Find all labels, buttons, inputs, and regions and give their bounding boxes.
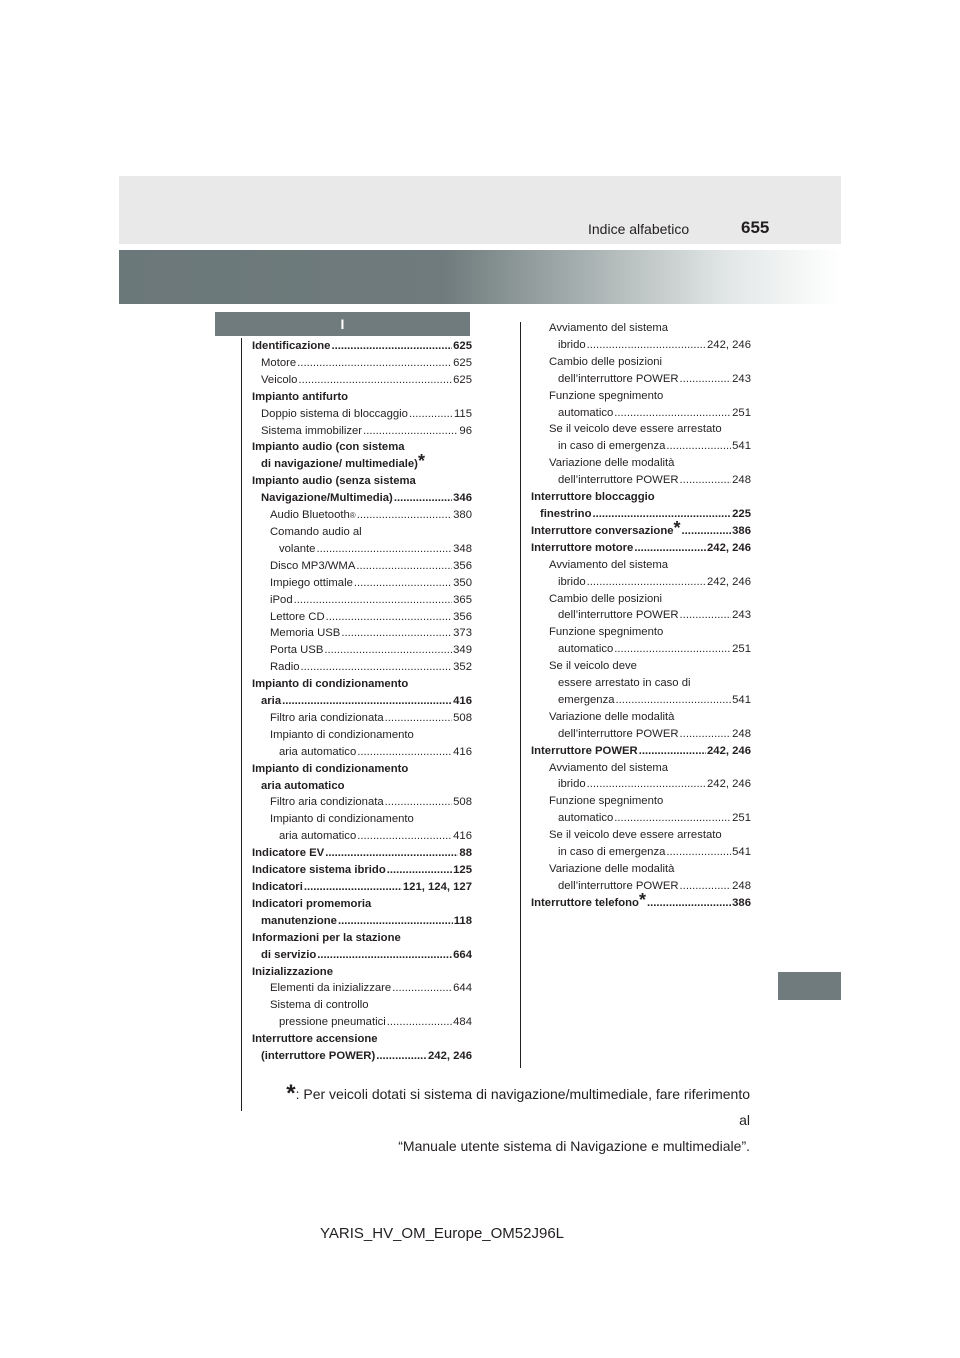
index-entry <box>531 793 751 810</box>
entry-page-ref: 380 <box>453 509 472 522</box>
dot-leader <box>392 980 452 997</box>
index-entry: Audio Bluetooth ® ..... 380 <box>252 507 472 524</box>
entry-term: Interruttore motore <box>531 541 634 554</box>
index-entry <box>531 607 751 624</box>
entry-page-ref: 242, 246 <box>707 541 751 554</box>
index-entry <box>252 862 472 879</box>
index-entry <box>252 338 472 355</box>
entry-term: Interruttore bloccaggio <box>531 491 655 504</box>
index-entry <box>252 406 472 423</box>
entry-page-ref: 248 <box>732 879 751 892</box>
entry-term: automatico <box>558 406 614 419</box>
entry-term: aria <box>261 695 282 708</box>
index-entry <box>531 810 751 827</box>
entry-page-ref: 416 <box>453 830 472 843</box>
dot-leader <box>385 794 452 811</box>
entry-page-ref: 541 <box>732 693 751 706</box>
index-entry <box>252 473 472 490</box>
index-entry <box>252 997 472 1014</box>
entry-page-ref: 242, 246 <box>707 778 751 791</box>
dot-leader <box>614 405 731 422</box>
entry-term: Audio Bluetooth <box>270 509 350 522</box>
entry-page-ref: 386 <box>732 896 751 909</box>
index-entry <box>531 506 751 523</box>
index-entry <box>531 540 751 557</box>
entry-page-ref: 644 <box>453 982 472 995</box>
index-entry: Interruttore conversazione * ..... 386 <box>531 523 751 540</box>
index-entry <box>531 337 751 354</box>
dot-leader <box>680 726 732 743</box>
entry-page-ref: 251 <box>732 812 751 825</box>
entry-page-ref: 365 <box>453 593 472 606</box>
entry-term: Indicatore sistema ibrido <box>252 864 386 877</box>
index-entry <box>531 354 751 371</box>
entry-page-ref: 508 <box>453 711 472 724</box>
index-entry <box>252 947 472 964</box>
dot-leader <box>394 490 452 507</box>
entry-term: aria automatico <box>261 779 345 792</box>
page-number: 655 <box>741 218 770 237</box>
entry-term: in caso di emergenza <box>558 846 666 859</box>
dot-leader <box>682 523 732 540</box>
entry-term: manutenzione <box>261 914 337 927</box>
dot-leader <box>614 641 731 658</box>
index-entry <box>252 676 472 693</box>
dot-leader <box>357 828 452 845</box>
entry-term: Impianto di condizionamento <box>252 762 409 775</box>
dot-leader <box>298 372 452 389</box>
dot-leader <box>294 592 453 609</box>
index-entry <box>252 490 472 507</box>
entry-term: Se il veicolo deve essere arrestato <box>549 423 722 436</box>
dot-leader <box>587 574 706 591</box>
index-entry <box>531 692 751 709</box>
entry-term: Funzione spegnimento <box>549 795 664 808</box>
entry-term: Impianto di condizionamento <box>252 678 409 691</box>
entry-term: ibrido <box>558 575 586 588</box>
entry-page-ref: 373 <box>453 627 472 640</box>
entry-term: Inizializzazione <box>252 965 333 978</box>
entry-page-ref: 349 <box>453 644 472 657</box>
entry-page-ref: 242, 246 <box>707 744 751 757</box>
entry-page-ref: 356 <box>453 559 472 572</box>
index-entry <box>531 388 751 405</box>
dot-leader <box>680 371 732 388</box>
entry-term: dell’interruttore POWER <box>558 372 679 385</box>
entry-page-ref: 251 <box>732 406 751 419</box>
entry-term: emergenza <box>558 693 615 706</box>
index-entry <box>252 913 472 930</box>
index-entry <box>531 472 751 489</box>
index-entry <box>531 709 751 726</box>
index-letter-tab: I <box>215 312 470 336</box>
footnote <box>280 1081 750 1159</box>
entry-term: Variazione delle modalità <box>549 710 675 723</box>
index-entry <box>252 744 472 761</box>
dot-leader <box>325 845 458 862</box>
dot-leader <box>316 541 452 558</box>
index-entry <box>252 964 472 981</box>
index-entry <box>531 371 751 388</box>
index-entry <box>531 743 751 760</box>
entry-page-ref: 356 <box>453 610 472 623</box>
entry-term: dell’interruttore POWER <box>558 727 679 740</box>
entry-term: in caso di emergenza <box>558 440 666 453</box>
dot-leader <box>647 895 731 912</box>
entry-term: aria automatico <box>279 830 357 843</box>
entry-page-ref: 508 <box>453 796 472 809</box>
entry-page-ref: 121, 124, 127 <box>402 881 472 893</box>
entry-term: di navigazione/ multimediale) <box>261 458 418 471</box>
section-title: Indice alfabetico <box>588 221 690 237</box>
entry-page-ref: 243 <box>732 609 751 622</box>
index-entry <box>252 642 472 659</box>
dot-leader <box>385 710 452 727</box>
entry-term: Funzione spegnimento <box>549 389 664 402</box>
index-entry <box>252 592 472 609</box>
entry-page-ref: 386 <box>732 524 751 537</box>
index-entry <box>531 641 751 658</box>
entry-term: Interruttore conversazione <box>531 524 674 537</box>
index-entry <box>531 455 751 472</box>
entry-term: Lettore CD <box>270 610 325 623</box>
index-entry <box>252 659 472 676</box>
index-column-right <box>531 320 751 912</box>
index-entry <box>252 558 472 575</box>
index-entry <box>252 625 472 642</box>
index-entry <box>252 845 472 862</box>
dot-leader <box>680 472 732 489</box>
entry-term: pressione pneumatici <box>279 1016 386 1029</box>
index-entry <box>531 557 751 574</box>
dot-leader <box>409 406 453 423</box>
dot-leader <box>680 607 732 624</box>
entry-term: Elementi da inizializzare <box>270 982 392 995</box>
entry-page-ref: 348 <box>453 542 472 555</box>
entry-page-ref: 118 <box>453 914 472 927</box>
dot-leader <box>357 507 452 524</box>
index-entry <box>252 609 472 626</box>
dot-leader <box>634 540 706 557</box>
entry-term: Sistema di controllo <box>270 999 369 1012</box>
entry-term: Avviamento del sistema <box>549 322 669 334</box>
index-entry <box>531 776 751 793</box>
header-band <box>119 176 841 244</box>
entry-page-ref: 242, 246 <box>707 338 751 351</box>
index-entry <box>252 896 472 913</box>
left-margin-rule <box>241 338 242 1111</box>
entry-term: Identificazione <box>252 340 331 352</box>
index-entry <box>531 489 751 506</box>
dot-leader <box>376 1048 427 1065</box>
entry-term: Radio <box>270 661 300 674</box>
entry-page-ref: 541 <box>732 440 751 453</box>
index-entry <box>252 1031 472 1048</box>
entry-term: Avviamento del sistema <box>549 761 669 774</box>
entry-term: Interruttore POWER <box>531 744 638 757</box>
entry-term: Se il veicolo deve <box>549 660 637 673</box>
entry-term: Motore <box>261 356 297 369</box>
entry-page-ref: 416 <box>453 695 472 708</box>
dot-leader <box>666 844 731 861</box>
entry-term: (interruttore POWER) <box>261 1050 376 1063</box>
entry-term: Funzione spegnimento <box>549 626 664 639</box>
entry-term: Informazioni per la stazione <box>252 931 401 944</box>
entry-page-ref: 88 <box>459 847 472 860</box>
index-entry <box>531 438 751 455</box>
entry-term: Comando audio al <box>270 525 362 538</box>
entry-term: Cambio delle posizioni <box>549 355 663 368</box>
entry-term: finestrino <box>540 507 592 520</box>
index-entry <box>252 879 472 896</box>
entry-page-ref: 664 <box>453 948 472 961</box>
dot-leader <box>387 1014 452 1031</box>
footnote-text-1: : Per veicoli dotati si sistema di navigazione/multimediale, fare riferimento al <box>295 1086 750 1128</box>
index-entry <box>252 828 472 845</box>
document-code: YARIS_HV_OM_Europe_OM52J96L <box>320 1225 565 1242</box>
index-entry <box>252 541 472 558</box>
entry-term: Veicolo <box>261 373 298 386</box>
entry-term: iPod <box>270 593 293 606</box>
index-entry: di navigazione/ multimediale) * <box>261 451 425 472</box>
side-thumb-tab <box>778 972 841 1000</box>
index-entry <box>252 761 472 778</box>
index-entry <box>252 372 472 389</box>
entry-term: Impianto audio (con sistema <box>252 441 405 454</box>
index-entry <box>531 658 751 675</box>
index-entry <box>252 1014 472 1031</box>
dot-leader <box>616 692 732 709</box>
index-entry <box>252 355 472 372</box>
entry-page-ref: 625 <box>453 373 472 386</box>
dot-leader <box>301 659 453 676</box>
entry-term: Cambio delle posizioni <box>549 592 663 605</box>
entry-term: Avviamento del sistema <box>549 558 669 571</box>
entry-term: Doppio sistema di bloccaggio <box>261 407 408 420</box>
entry-page-ref: 248 <box>732 474 751 487</box>
dot-leader <box>326 609 453 626</box>
entry-page-ref: 248 <box>732 727 751 740</box>
index-entry <box>252 439 472 456</box>
footnote-line-2: “Manuale utente sistema di Navigazione e multimediale”. <box>398 1138 750 1154</box>
entry-page-ref: 350 <box>453 576 472 589</box>
entry-term: ibrido <box>558 778 586 791</box>
index-entry <box>531 624 751 641</box>
entry-page-ref: 225 <box>732 507 751 520</box>
index-entry <box>531 827 751 844</box>
index-entry <box>531 844 751 861</box>
entry-term: Memoria USB <box>270 627 341 640</box>
entry-page-ref: 251 <box>732 643 751 656</box>
gradient-band <box>119 250 841 304</box>
entry-term: Variazione delle modalità <box>549 863 675 875</box>
entry-term: dell’interruttore POWER <box>558 474 679 487</box>
dot-leader <box>317 947 452 964</box>
index-entry <box>252 727 472 744</box>
dot-leader <box>324 642 452 659</box>
index-entry <box>252 423 472 440</box>
dot-leader <box>282 693 452 710</box>
index-entry <box>531 320 751 337</box>
entry-term: Impiego ottimale <box>270 576 353 589</box>
entry-term: Porta USB <box>270 644 324 657</box>
entry-term: Variazione delle modalità <box>549 457 675 470</box>
dot-leader <box>341 625 452 642</box>
entry-term: ibrido <box>558 338 586 351</box>
index-entry <box>252 980 472 997</box>
dot-leader <box>680 878 732 895</box>
column-divider <box>520 322 521 1068</box>
entry-term: essere arrestato in caso di <box>558 677 691 690</box>
entry-term: Filtro aria condizionata <box>270 711 384 724</box>
entry-term: Disco MP3/WMA <box>270 559 356 572</box>
index-entry <box>252 389 472 406</box>
dot-leader <box>639 743 706 760</box>
entry-term: Indicatori <box>252 881 303 893</box>
dot-leader <box>331 338 452 355</box>
entry-term: di servizio <box>261 948 317 961</box>
index-entry <box>252 524 472 541</box>
dot-leader <box>587 337 706 354</box>
entry-page-ref: 242, 246 <box>428 1050 472 1063</box>
dot-leader <box>592 506 731 523</box>
dot-leader <box>587 776 706 793</box>
entry-page-ref: 242, 246 <box>707 575 751 588</box>
entry-page-ref: 115 <box>453 407 472 420</box>
dot-leader <box>363 423 458 440</box>
index-entry <box>531 574 751 591</box>
entry-page-ref: 346 <box>453 492 472 505</box>
index-column-left <box>252 338 472 1065</box>
index-entry <box>252 710 472 727</box>
index-entry <box>252 778 472 795</box>
index-entry <box>252 575 472 592</box>
entry-term: Navigazione/Multimedia) <box>261 492 393 505</box>
entry-term: Indicatore EV <box>252 847 325 860</box>
entry-term: Impianto antifurto <box>252 390 349 403</box>
index-entry <box>531 861 751 878</box>
index-entry <box>531 760 751 777</box>
dot-leader <box>614 810 731 827</box>
entry-term: Indicatori promemoria <box>252 897 372 910</box>
entry-page-ref: 625 <box>453 356 472 369</box>
dot-leader <box>387 862 452 879</box>
entry-term: Impianto di condizionamento <box>270 728 414 741</box>
entry-term: automatico <box>558 812 614 825</box>
entry-page-ref: 352 <box>453 661 472 674</box>
entry-page-ref: 484 <box>453 1016 472 1029</box>
index-entry: Interruttore telefono * ..... 386 <box>531 895 751 912</box>
entry-term: Impianto di condizionamento <box>270 813 414 826</box>
index-entry <box>531 726 751 743</box>
entry-term: automatico <box>558 643 614 656</box>
index-entry <box>252 930 472 947</box>
entry-term: Filtro aria condizionata <box>270 796 384 809</box>
dot-leader <box>297 355 452 372</box>
entry-page-ref: 243 <box>732 372 751 385</box>
entry-term: dell’interruttore POWER <box>558 879 679 892</box>
index-entry <box>252 811 472 828</box>
entry-term: Sistema immobilizer <box>261 424 363 437</box>
index-entry <box>531 675 751 692</box>
dot-leader <box>354 575 452 592</box>
entry-page-ref: 416 <box>453 745 472 758</box>
dot-leader <box>304 879 402 896</box>
index-entry <box>252 794 472 811</box>
index-entry <box>252 1048 472 1065</box>
entry-term: Se il veicolo deve essere arrestato <box>549 829 722 842</box>
index-entry <box>252 693 472 710</box>
entry-term: Impianto audio (senza sistema <box>252 475 416 488</box>
entry-term: volante <box>279 542 316 555</box>
dot-leader <box>357 744 452 761</box>
entry-page-ref: 541 <box>732 846 751 859</box>
entry-term: aria automatico <box>279 745 357 758</box>
footnote-star: * <box>286 1080 296 1107</box>
entry-page-ref: 125 <box>453 864 472 877</box>
dot-leader <box>338 913 453 930</box>
entry-term: dell’interruttore POWER <box>558 609 679 622</box>
index-entry <box>531 421 751 438</box>
footnote-line-1 <box>280 1081 750 1133</box>
dot-leader <box>356 558 452 575</box>
entry-term: Interruttore accensione <box>252 1033 378 1046</box>
entry-page-ref: 96 <box>459 424 472 437</box>
dot-leader <box>666 438 731 455</box>
entry-page-ref: 625 <box>453 340 472 352</box>
index-entry <box>531 405 751 422</box>
entry-term: Interruttore telefono <box>531 896 639 909</box>
index-entry <box>531 591 751 608</box>
